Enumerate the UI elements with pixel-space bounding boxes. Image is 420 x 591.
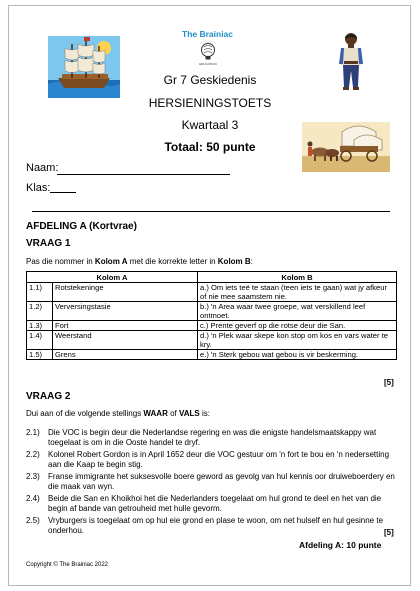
statement-item bbox=[26, 472, 398, 491]
statement-item bbox=[26, 428, 398, 447]
column-b-cell: c.) Prente geverf op die rotse deur die San. bbox=[198, 321, 397, 331]
logo-caption: EDUCATION bbox=[199, 62, 217, 66]
brand-name: The Brainiac bbox=[182, 29, 234, 39]
table-row bbox=[27, 283, 397, 302]
statement-text: Kolonel Robert Gordon is in April 1652 deur die VOC gestuur om 'n fort te bou en 'n nedersetting aan die Kaap te begin stig. bbox=[48, 450, 390, 469]
sailing-ship-illustration bbox=[48, 36, 120, 98]
statement-text: Vryburgers is toegelaat om op hul eie grond en plase te woon, om net hulself en hul gesinne te onderhou. bbox=[48, 516, 384, 535]
question-1-marks: [5] bbox=[384, 378, 394, 387]
statement-item bbox=[26, 450, 398, 469]
question-1-instruction: Pas die nommer in Kolom A met die korrekte letter in Kolom B: bbox=[26, 257, 253, 266]
column-b-cell: e.) 'n Sterk gebou wat gebou is vir beskerming. bbox=[198, 350, 397, 360]
name-field[interactable] bbox=[57, 174, 230, 175]
column-a-header: Kolom A bbox=[27, 272, 198, 283]
table-row bbox=[27, 331, 397, 350]
row-number: 1.5) bbox=[27, 350, 53, 360]
statement-item bbox=[26, 516, 398, 535]
test-title: HERSIENINGSTOETS bbox=[148, 96, 272, 110]
class-label: Klas: bbox=[26, 182, 51, 194]
table-row bbox=[27, 350, 397, 360]
statement-text: Beide die San en Khoikhoi het die Nederlanders toegelaat om hul grond te deel en het van die begin af bande van getrouheid met hulle gevorm. bbox=[48, 494, 382, 513]
statement-item bbox=[26, 494, 398, 513]
statement-number: 2.5) bbox=[26, 516, 40, 525]
name-label: Naam: bbox=[26, 162, 59, 174]
row-number: 1.3) bbox=[27, 321, 53, 331]
statement-text: Franse immigrante het suksesvolle boere geword as gevolg van hul kennis oor druiweboerdery en die maak van wyn. bbox=[48, 472, 395, 491]
table-row bbox=[27, 302, 397, 321]
statement-number: 2.3) bbox=[26, 472, 40, 481]
row-number: 1.2) bbox=[27, 302, 53, 321]
statement-text: Die VOC is begin deur die Nederlandse regering en was die enigste handelsmaatskappy wat toegelaat is om in die Ooste handel te dryf. bbox=[48, 428, 377, 447]
subject-title: Gr 7 Geskiedenis bbox=[163, 73, 257, 87]
table-header-row bbox=[27, 272, 397, 283]
row-number: 1.1) bbox=[27, 283, 53, 302]
column-b-header: Kolom B bbox=[198, 272, 397, 283]
column-a-cell: Verversingstasie bbox=[53, 302, 198, 321]
column-b-cell: d.) 'n Plek waar skepe kon stop om kos en vars water te kry. bbox=[198, 331, 397, 350]
section-a-total: Afdeling A: 10 punte bbox=[299, 540, 382, 550]
matching-table bbox=[26, 271, 397, 360]
statement-number: 2.4) bbox=[26, 494, 40, 503]
table-row bbox=[27, 321, 397, 331]
divider-line bbox=[32, 211, 390, 212]
column-a-cell: Rotstekeninge bbox=[53, 283, 198, 302]
column-b-cell: a.) Om iets teë te staan (teen iets te gaan) wat jy afkeur of nie mee saamstem nie. bbox=[198, 283, 397, 302]
total-marks: Totaal: 50 punte bbox=[164, 140, 256, 154]
question-1-heading: VRAAG 1 bbox=[26, 238, 71, 249]
column-a-cell: Grens bbox=[53, 350, 198, 360]
column-b-cell: b.) 'n Area waar twee groepe, wat verskillend leef ontmoet. bbox=[198, 302, 397, 321]
class-field[interactable] bbox=[50, 192, 76, 193]
row-number: 1.4) bbox=[27, 331, 53, 350]
statement-number: 2.2) bbox=[26, 450, 40, 459]
copyright-footer: Copyright © The Brainiac 2022 bbox=[26, 562, 109, 568]
question-2-heading: VRAAG 2 bbox=[26, 391, 71, 402]
term-title: Kwartaal 3 bbox=[181, 118, 239, 132]
lightbulb-logo-icon bbox=[196, 41, 220, 67]
section-a-heading: AFDELING A (Kortvrae) bbox=[26, 221, 137, 232]
question-2-marks: [5] bbox=[384, 528, 394, 537]
column-a-cell: Weerstand bbox=[53, 331, 198, 350]
question-2-instruction: Dui aan of die volgende stellings WAAR of VALS is: bbox=[26, 409, 210, 418]
statement-number: 2.1) bbox=[26, 428, 40, 437]
column-a-cell: Fort bbox=[53, 321, 198, 331]
